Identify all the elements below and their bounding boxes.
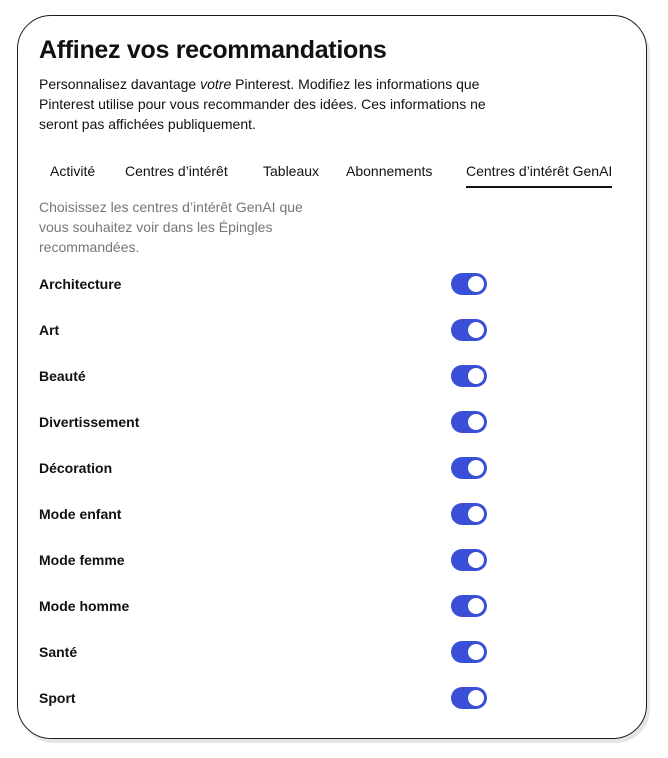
interest-label: Santé xyxy=(39,644,78,660)
interest-label: Mode femme xyxy=(39,552,125,568)
interest-toggle-sante[interactable] xyxy=(451,641,487,663)
toggle-knob xyxy=(468,506,484,522)
interest-toggle-architecture[interactable] xyxy=(451,273,487,295)
interest-row-mode-homme xyxy=(39,594,491,620)
interest-label: Architecture xyxy=(39,276,122,292)
interest-label: Mode enfant xyxy=(39,506,122,522)
interest-toggle-divertissement[interactable] xyxy=(451,411,487,433)
toggle-knob xyxy=(468,368,484,384)
tab-bar xyxy=(50,160,630,188)
interest-label: Beauté xyxy=(39,368,86,384)
interest-row-divertissement xyxy=(39,410,491,436)
toggle-knob xyxy=(468,644,484,660)
toggle-knob xyxy=(468,276,484,292)
toggle-knob xyxy=(468,414,484,430)
interest-row-architecture xyxy=(39,272,491,298)
description-part-1: Personnalisez davantage xyxy=(39,76,201,92)
page-description xyxy=(39,74,509,134)
interest-row-sport xyxy=(39,686,491,712)
tab-tableaux[interactable]: Tableaux xyxy=(263,163,320,179)
toggle-knob xyxy=(468,598,484,614)
interest-row-decoration xyxy=(39,456,491,482)
tab-centres-interet-genai[interactable]: Centres d’intérêt GenAI xyxy=(466,160,612,188)
toggle-knob xyxy=(468,690,484,706)
interest-toggle-sport[interactable] xyxy=(451,687,487,709)
interest-label: Art xyxy=(39,322,60,338)
toggle-knob xyxy=(468,460,484,476)
description-emphasis: votre xyxy=(200,76,232,92)
interest-toggle-mode-homme[interactable] xyxy=(451,595,487,617)
interest-toggle-mode-femme[interactable] xyxy=(451,549,487,571)
tab-activite[interactable]: Activité xyxy=(50,163,96,179)
interest-row-art xyxy=(39,318,491,344)
interest-label: Décoration xyxy=(39,460,113,476)
interest-row-mode-femme xyxy=(39,548,491,574)
interest-toggle-beaute[interactable] xyxy=(451,365,487,387)
toggle-knob xyxy=(468,322,484,338)
interest-label: Divertissement xyxy=(39,414,140,430)
toggle-knob xyxy=(468,552,484,568)
interest-toggle-mode-enfant[interactable] xyxy=(451,503,487,525)
interest-label: Mode homme xyxy=(39,598,130,614)
interest-row-mode-enfant xyxy=(39,502,491,528)
interest-toggle-art[interactable] xyxy=(451,319,487,341)
interest-toggle-decoration[interactable] xyxy=(451,457,487,479)
tab-centres-interet[interactable]: Centres d’intérêt xyxy=(125,163,228,179)
interest-row-sante xyxy=(39,640,491,666)
section-subtitle: Choisissez les centres d’intérêt GenAI que vous souhaitez voir dans les Épingles recommandées. xyxy=(39,199,303,255)
tab-abonnements[interactable]: Abonnements xyxy=(346,163,433,179)
page-title: Affinez vos recommandations xyxy=(39,36,387,64)
interest-label: Sport xyxy=(39,690,76,706)
description-part-2: Pinterest. Modifiez les informations que Pinterest utilise pour vous recommander des idées. Ces informations ne seront pas affichées publiquement. xyxy=(39,76,486,132)
interest-row-beaute xyxy=(39,364,491,390)
